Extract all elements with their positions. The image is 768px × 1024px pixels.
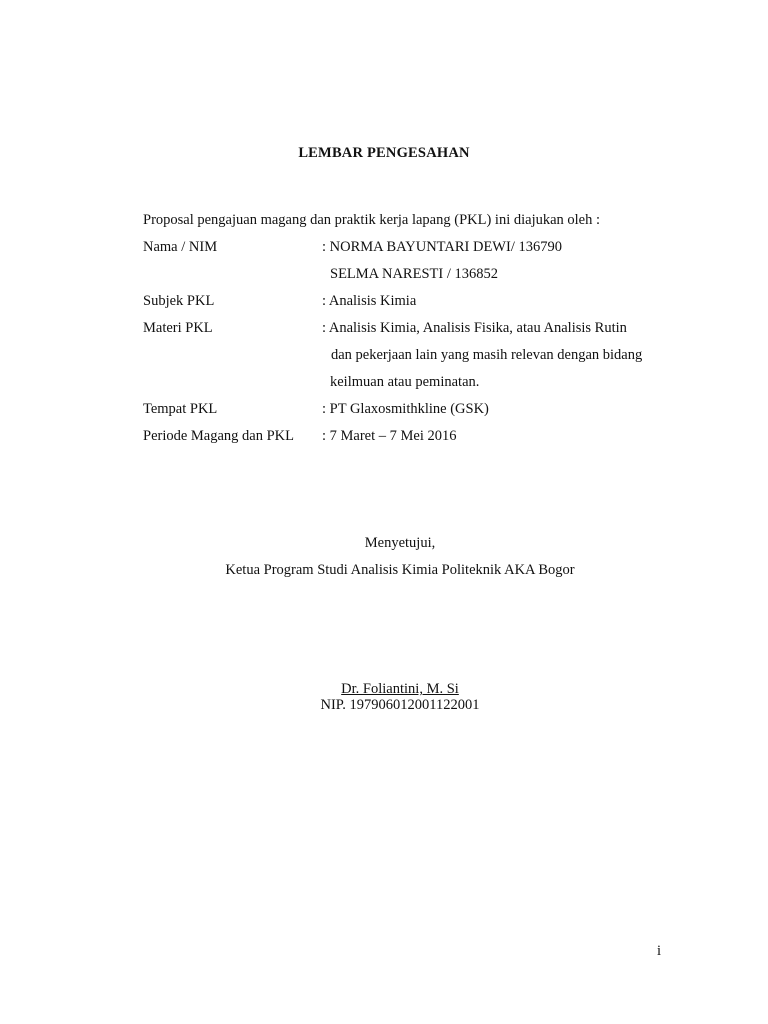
materi-value-continued-1: dan pekerjaan lain yang masih relevan dengan bidang: [331, 347, 643, 363]
subjek-label: Subjek PKL: [143, 293, 215, 309]
approval-position: Ketua Program Studi Analisis Kimia Politeknik AKA Bogor: [225, 562, 575, 578]
intro-text: Proposal pengajuan magang dan praktik kerja lapang (PKL) ini diajukan oleh :: [143, 212, 601, 228]
subjek-value: : Analisis Kimia: [322, 293, 417, 309]
approval-heading: Menyetujui,: [364, 535, 436, 551]
materi-value-continued-2: keilmuan atau peminatan.: [330, 374, 480, 390]
nama-label: Nama / NIM: [143, 239, 218, 255]
tempat-label: Tempat PKL: [143, 401, 218, 417]
nama-value-continued: SELMA NARESTI / 136852: [330, 266, 498, 282]
materi-label: Materi PKL: [143, 320, 213, 336]
page-number: i: [657, 943, 662, 959]
materi-value: : Analisis Kimia, Analisis Fisika, atau Analisis Rutin: [322, 320, 627, 336]
nama-value: : NORMA BAYUNTARI DEWI/ 136790: [322, 239, 562, 255]
signatory-nip: NIP. 197906012001122001: [320, 697, 480, 713]
periode-value: : 7 Maret – 7 Mei 2016: [322, 428, 457, 444]
signatory-name: Dr. Foliantini, M. Si: [341, 681, 459, 697]
tempat-value: : PT Glaxosmithkline (GSK): [322, 401, 489, 417]
page-title: LEMBAR PENGESAHAN: [298, 145, 470, 161]
periode-label: Periode Magang dan PKL: [143, 428, 295, 444]
